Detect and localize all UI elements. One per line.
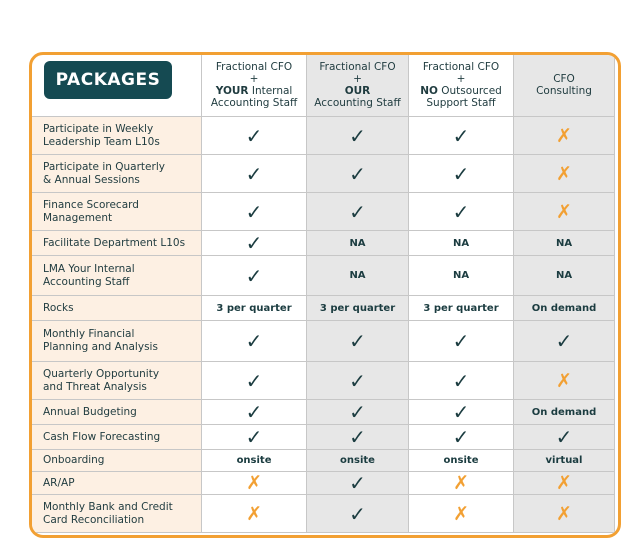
header-line: Fractional CFO <box>319 60 396 73</box>
row-label-line: Participate in Quarterly <box>43 160 165 173</box>
checkmark-icon: ✓ <box>245 231 263 255</box>
cross-icon: ✗ <box>556 200 572 223</box>
checkmark-icon: ✓ <box>245 329 263 353</box>
row-label-line: Facilitate Department L10s <box>43 236 186 249</box>
row-label-line: Annual Budgeting <box>43 405 137 418</box>
row-label <box>30 450 202 472</box>
row-label-line: LMA Your Internal <box>43 262 135 275</box>
table-row <box>30 450 615 472</box>
checkmark-icon: ✓ <box>452 329 470 353</box>
table-row <box>30 256 615 296</box>
cell-check <box>409 155 514 193</box>
table-row <box>30 425 615 450</box>
checkmark-icon: ✓ <box>245 161 263 186</box>
row-label-line: Onboarding <box>43 454 105 466</box>
checkmark-icon: ✓ <box>452 368 470 393</box>
header-col-4 <box>514 53 615 117</box>
cell-value: On demand <box>514 400 615 425</box>
cross-icon: ✗ <box>556 369 572 392</box>
cell-cross <box>409 495 514 533</box>
packages-table <box>29 52 615 533</box>
cell-check <box>409 321 514 362</box>
cell-cross <box>409 472 514 495</box>
cell-value: NA <box>409 231 514 256</box>
row-label-line: and Threat Analysis <box>43 380 147 393</box>
table-row <box>30 472 615 495</box>
row-label-line: Leadership Team L10s <box>43 135 160 148</box>
header-emphasis-line <box>202 85 306 97</box>
header-line: CFO <box>553 72 575 85</box>
cross-icon: ✗ <box>556 472 572 494</box>
header-line: + <box>456 72 466 85</box>
cell-value: onsite <box>202 450 307 472</box>
cell-check <box>306 472 408 495</box>
header-blank <box>30 53 202 117</box>
table-row <box>30 362 615 400</box>
cross-icon: ✗ <box>246 472 262 494</box>
header-line: Accounting Staff <box>314 96 401 109</box>
table-row <box>30 155 615 193</box>
cell-check <box>409 117 514 155</box>
row-label <box>30 193 202 231</box>
header-row <box>30 53 615 117</box>
checkmark-icon: ✓ <box>245 123 263 148</box>
checkmark-icon: ✓ <box>349 161 366 186</box>
checkmark-icon: ✓ <box>245 263 263 288</box>
cell-value: onsite <box>306 450 408 472</box>
cell-cross <box>514 495 615 533</box>
header-line: Fractional CFO <box>215 60 293 73</box>
row-label-line: Management <box>43 211 113 224</box>
header-line: Support Staff <box>426 96 496 109</box>
header-col-3 <box>409 53 514 117</box>
row-label-line: AR/AP <box>43 476 75 489</box>
checkmark-icon: ✓ <box>452 400 470 424</box>
table-row <box>30 321 615 362</box>
cell-cross <box>202 472 307 495</box>
cell-value: NA <box>306 231 408 256</box>
checkmark-icon: ✓ <box>349 329 366 353</box>
checkmark-icon: ✓ <box>555 425 573 449</box>
packages-badge: PACKAGES <box>44 61 172 99</box>
cell-check <box>202 425 307 450</box>
row-label <box>30 155 202 193</box>
checkmark-icon: ✓ <box>452 123 470 148</box>
cell-check <box>306 400 408 425</box>
header-emphasis: NO <box>420 84 438 97</box>
row-label-line: & Annual Sessions <box>43 173 140 186</box>
row-label-line: Card Reconciliation <box>43 513 145 526</box>
row-label-line: Accounting Staff <box>43 275 130 288</box>
header-tail: Outsourced <box>437 84 502 97</box>
row-label-line: Quarterly Opportunity <box>43 367 160 380</box>
cell-check <box>306 155 408 193</box>
cell-check <box>202 362 307 400</box>
row-label <box>30 472 202 495</box>
row-label-line: Participate in Weekly <box>43 122 154 135</box>
checkmark-icon: ✓ <box>555 329 573 353</box>
header-line: + <box>353 72 362 85</box>
row-label <box>30 321 202 362</box>
cell-check <box>514 425 615 450</box>
checkmark-icon: ✓ <box>349 123 366 148</box>
comparison-frame <box>29 52 621 538</box>
row-label <box>30 362 202 400</box>
checkmark-icon: ✓ <box>349 501 366 526</box>
cell-value: On demand <box>514 296 615 321</box>
checkmark-icon: ✓ <box>349 368 366 393</box>
cell-value: onsite <box>409 450 514 472</box>
cell-cross <box>514 472 615 495</box>
row-label <box>30 231 202 256</box>
cell-check <box>306 193 408 231</box>
header-emphasis-line <box>307 85 408 97</box>
header-emphasis-line <box>409 85 513 97</box>
checkmark-icon: ✓ <box>245 400 263 424</box>
cell-value: 3 per quarter <box>306 296 408 321</box>
cell-check <box>409 400 514 425</box>
cell-check <box>306 321 408 362</box>
cell-cross <box>202 495 307 533</box>
row-label-line: Planning and Analysis <box>43 341 158 353</box>
row-label-line: Rocks <box>43 301 74 314</box>
cell-check <box>409 425 514 450</box>
row-label-line: Finance Scorecard <box>43 198 139 211</box>
cross-icon: ✗ <box>556 502 572 525</box>
row-label <box>30 425 202 450</box>
row-label <box>30 117 202 155</box>
cell-cross <box>514 362 615 400</box>
row-label-line: Monthly Bank and Credit <box>43 500 173 513</box>
cross-icon: ✗ <box>453 472 469 494</box>
cell-check <box>306 425 408 450</box>
cell-check <box>409 362 514 400</box>
table-row <box>30 400 615 425</box>
checkmark-icon: ✓ <box>349 471 366 495</box>
cross-icon: ✗ <box>556 124 572 147</box>
cross-icon: ✗ <box>246 502 262 525</box>
cross-icon: ✗ <box>556 162 572 185</box>
cell-value: NA <box>514 231 615 256</box>
header-col-1 <box>202 53 307 117</box>
header-emphasis: YOUR <box>215 84 249 97</box>
cell-value: 3 per quarter <box>202 296 307 321</box>
checkmark-icon: ✓ <box>245 368 263 393</box>
row-label <box>30 400 202 425</box>
row-label-line: Cash Flow Forecasting <box>43 430 161 443</box>
cell-check <box>409 193 514 231</box>
checkmark-icon: ✓ <box>452 199 470 224</box>
cell-check <box>202 256 307 296</box>
cell-check <box>202 231 307 256</box>
cell-value: NA <box>409 256 514 296</box>
cell-check <box>306 495 408 533</box>
header-line: Fractional CFO <box>422 60 500 73</box>
cell-check <box>202 193 307 231</box>
checkmark-icon: ✓ <box>245 425 263 449</box>
cell-value: NA <box>514 256 615 296</box>
cell-value: NA <box>306 256 408 296</box>
checkmark-icon: ✓ <box>452 425 470 449</box>
cell-check <box>202 117 307 155</box>
cell-check <box>514 321 615 362</box>
cell-check <box>202 400 307 425</box>
table-row <box>30 193 615 231</box>
row-label <box>30 256 202 296</box>
table-row <box>30 495 615 533</box>
checkmark-icon: ✓ <box>349 199 366 224</box>
header-line: + <box>249 72 259 85</box>
cell-check <box>306 362 408 400</box>
cell-value: 3 per quarter <box>409 296 514 321</box>
cell-cross <box>514 117 615 155</box>
cell-check <box>306 117 408 155</box>
table-row <box>30 296 615 321</box>
cell-check <box>202 155 307 193</box>
cell-cross <box>514 155 615 193</box>
table-row <box>30 231 615 256</box>
row-label <box>30 495 202 533</box>
packages-table-body <box>30 117 615 533</box>
header-col-2 <box>306 53 408 117</box>
checkmark-icon: ✓ <box>349 425 366 449</box>
checkmark-icon: ✓ <box>452 161 470 186</box>
header-line: Consulting <box>536 84 592 97</box>
header-tail: Internal <box>248 84 293 97</box>
header-line: Accounting Staff <box>210 96 298 109</box>
header-emphasis: OUR <box>344 84 371 97</box>
cell-cross <box>514 193 615 231</box>
row-label-line: Monthly Financial <box>43 328 135 340</box>
cell-check <box>202 321 307 362</box>
table-row <box>30 117 615 155</box>
cell-value: virtual <box>514 450 615 472</box>
cross-icon: ✗ <box>453 502 469 525</box>
checkmark-icon: ✓ <box>349 400 366 424</box>
checkmark-icon: ✓ <box>245 199 263 224</box>
row-label <box>30 296 202 321</box>
